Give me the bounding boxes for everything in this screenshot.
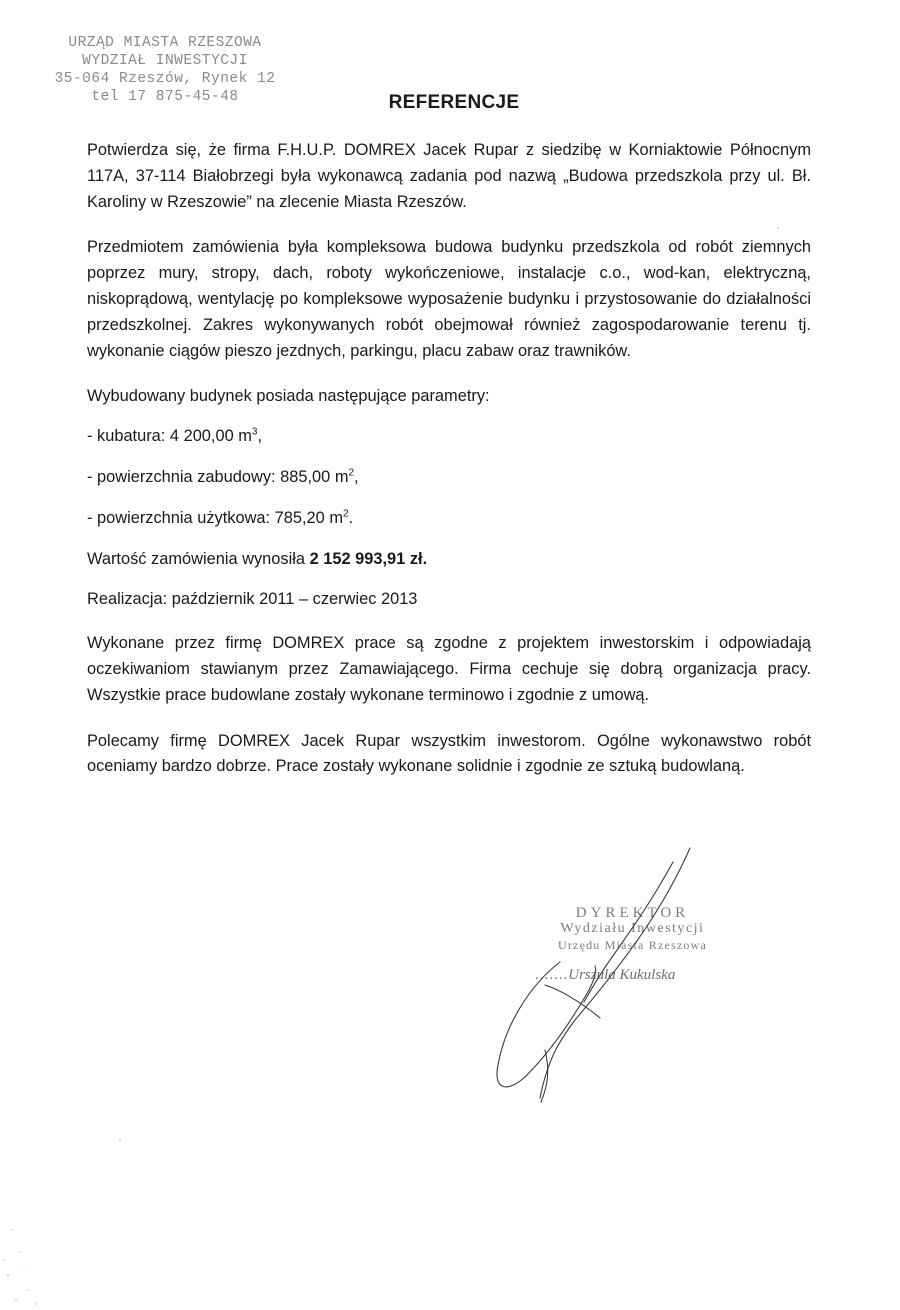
director-stamp-office: Urzędu Miasta Rzeszowa	[557, 938, 708, 952]
director-stamp-title: DYREKTOR	[575, 905, 690, 921]
parameter-usable-area-label: - powierzchnia użytkowa: 785,20 m	[87, 508, 343, 527]
signature-stroke-diagonal	[540, 848, 690, 1098]
contract-value-label: Wartość zamówienia wynosiła	[87, 549, 310, 568]
parameter-built-area-label: - powierzchnia zabudowy: 885,00 m	[87, 467, 349, 486]
stamp-line-department: WYDZIAŁ INWESTYCJI	[82, 53, 248, 69]
stamp-line-address: 35-064 Rzeszów, Rynek 12	[54, 71, 276, 87]
director-stamp-department: Wydziału Inwestycji	[560, 921, 705, 936]
signature-stroke-upper	[584, 862, 673, 1002]
scan-noise	[3, 227, 779, 1305]
parameter-usable-area-end: .	[348, 508, 354, 527]
parameter-built-area-exponent: 2	[348, 467, 355, 479]
paragraph-assessment: Wykonane przez firmę DOMREX prace są zgodne z projektem inwestorskim i odpowiadają oczekiwaniom stawianym przez Zamawiającego. Firma cechuje się dobrą organizacja pracy. Wszystkie prace budowlane zostały wykonane terminowo i zgodnie z umową.	[87, 634, 811, 704]
director-name-text: Urszula Kukulska	[568, 967, 676, 983]
paragraph-recommendation: Polecamy firmę DOMREX Jacek Rupar wszystkim inwestorom. Ogólne wykonawstwo robót oceniamy bardzo dobrze. Prace zostały wykonane solidnie i zgodnie ze sztuką budowlaną.	[87, 731, 811, 776]
document-title: REFERENCJE	[388, 92, 520, 113]
realization-period: Realizacja: październik 2011 – czerwiec 2013	[87, 590, 418, 609]
contract-value-amount: 2 152 993,91 zł.	[309, 549, 428, 568]
parameter-volume-exponent: 3	[251, 426, 258, 438]
signature-stroke-loop	[497, 962, 596, 1087]
paragraph-confirmation: Potwierdza się, że firma F.H.U.P. DOMREX Jacek Rupar z siedzibę w Korniaktowie Północnym 117A, 37-114 Białobrzegi była wykonawcą zadania pod nazwą „Budowa przedszkola przy ul. Bł. Karoliny w Rzeszowie” na zlecenie Miasta Rzeszów.	[87, 141, 811, 211]
parameter-built-area-end: ,	[354, 467, 359, 486]
paragraph-scope: Przedmiotem zamówienia była kompleksowa budowa budynku przedszkola od robót ziemnych poprzez mury, stropy, dach, roboty wykończeniowe, instalacje c.o., wod-kan, elektryczną, niskoprądową, wentylację po kompleksowe wyposażenie budynku i przystosowanie do działalności przedszkolnej. Zakres wykonywanych robót obejmował również zagospodarowanie terenu tj. wykonanie ciągów pieszo jezdnych, parkingu, placu zabaw oraz trawników.	[87, 238, 811, 360]
parameters-intro: Wybudowany budynek posiada następujące parametry:	[87, 387, 490, 406]
parameter-volume-end: ,	[257, 427, 263, 446]
parameter-usable-area-exponent: 2	[343, 508, 349, 520]
signature-stroke-cross	[545, 985, 600, 1018]
stamp-line-office: URZĄD MIASTA RZESZOWA	[68, 35, 262, 51]
parameter-volume-label: - kubatura: 4 200,00 m	[87, 427, 252, 446]
stamp-line-phone: tel 17 875-45-48	[91, 89, 239, 105]
signature-dots: .......	[535, 967, 569, 983]
